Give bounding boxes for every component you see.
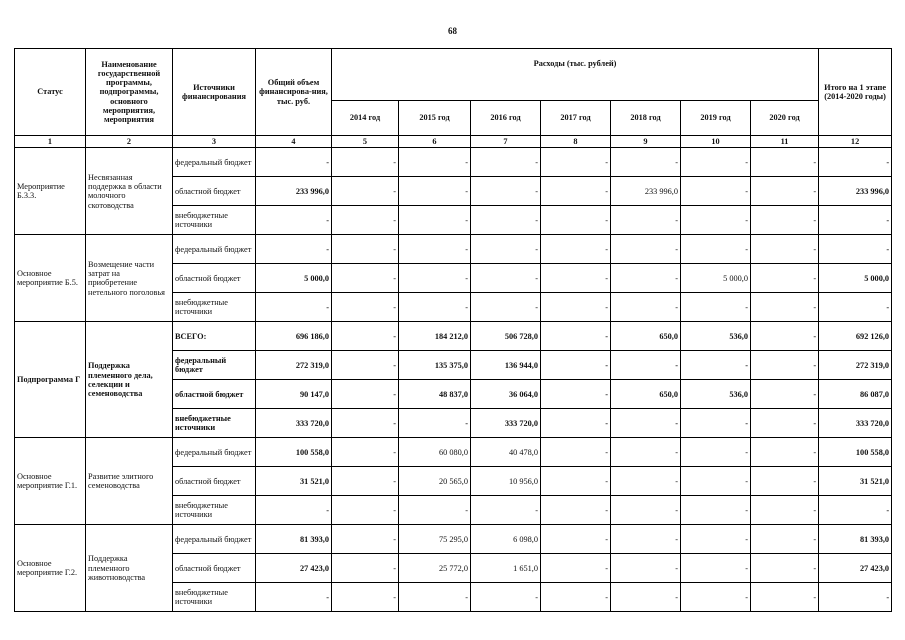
value-cell: 333 720,0 <box>471 409 541 438</box>
header-year: 2014 год <box>332 101 399 136</box>
header-year: 2018 год <box>611 101 681 136</box>
value-cell: 233 996,0 <box>256 177 332 206</box>
value-cell: 5 000,0 <box>819 264 892 293</box>
column-number: 7 <box>471 136 541 148</box>
row-status: Основное мероприятие Б.5. <box>15 235 86 322</box>
value-cell: - <box>541 351 611 380</box>
value-cell: - <box>332 206 399 235</box>
table-body <box>15 148 892 612</box>
value-cell: - <box>751 351 819 380</box>
value-cell: - <box>332 235 399 264</box>
value-cell: - <box>751 380 819 409</box>
value-cell: - <box>399 177 471 206</box>
table-row <box>15 438 892 467</box>
funding-source: внебюджетные источники <box>173 293 256 322</box>
value-cell: - <box>751 322 819 351</box>
value-cell: - <box>471 148 541 177</box>
value-cell: - <box>751 554 819 583</box>
value-cell: - <box>819 235 892 264</box>
column-number: 11 <box>751 136 819 148</box>
row-status: Основное мероприятие Г.2. <box>15 525 86 612</box>
value-cell: 333 720,0 <box>819 409 892 438</box>
value-cell: - <box>332 496 399 525</box>
funding-source: федеральный бюджет <box>173 525 256 554</box>
header-year: 2020 год <box>751 101 819 136</box>
value-cell: - <box>332 409 399 438</box>
value-cell: - <box>541 380 611 409</box>
value-cell: - <box>681 525 751 554</box>
value-cell: - <box>681 438 751 467</box>
value-cell: 100 558,0 <box>819 438 892 467</box>
value-cell: - <box>751 467 819 496</box>
value-cell: - <box>819 148 892 177</box>
row-name: Несвязанная поддержка в области молочного скотоводства <box>86 148 173 235</box>
value-cell: 272 319,0 <box>819 351 892 380</box>
value-cell: - <box>332 525 399 554</box>
table-row <box>15 235 892 264</box>
value-cell: - <box>332 438 399 467</box>
value-cell: 5 000,0 <box>256 264 332 293</box>
value-cell: - <box>541 235 611 264</box>
column-number: 3 <box>173 136 256 148</box>
value-cell: 81 393,0 <box>256 525 332 554</box>
funding-source: федеральный бюджет <box>173 351 256 380</box>
value-cell: - <box>541 554 611 583</box>
value-cell: 135 375,0 <box>399 351 471 380</box>
value-cell: - <box>399 583 471 612</box>
funding-source: областной бюджет <box>173 177 256 206</box>
value-cell: - <box>399 264 471 293</box>
value-cell: - <box>332 351 399 380</box>
header-row <box>15 49 892 101</box>
value-cell: - <box>681 409 751 438</box>
value-cell: - <box>471 206 541 235</box>
value-cell: - <box>751 148 819 177</box>
header-name: Наименование государственной программы, подпрограммы, основного мероприятия, мероприятия <box>86 49 173 136</box>
header-year: 2015 год <box>399 101 471 136</box>
value-cell: 31 521,0 <box>819 467 892 496</box>
value-cell: - <box>541 438 611 467</box>
value-cell: - <box>541 525 611 554</box>
value-cell: - <box>332 293 399 322</box>
value-cell: - <box>399 293 471 322</box>
value-cell: - <box>611 467 681 496</box>
value-cell: - <box>471 235 541 264</box>
value-cell: - <box>819 496 892 525</box>
value-cell: 27 423,0 <box>256 554 332 583</box>
value-cell: - <box>256 496 332 525</box>
value-cell: - <box>681 554 751 583</box>
value-cell: 506 728,0 <box>471 322 541 351</box>
value-cell: - <box>399 235 471 264</box>
value-cell: - <box>399 148 471 177</box>
value-cell: - <box>471 583 541 612</box>
row-status: Мероприятие Б.3.3. <box>15 148 86 235</box>
value-cell: 27 423,0 <box>819 554 892 583</box>
header-year: 2017 год <box>541 101 611 136</box>
funding-source: областной бюджет <box>173 264 256 293</box>
column-number: 5 <box>332 136 399 148</box>
value-cell: - <box>332 264 399 293</box>
value-cell: - <box>751 583 819 612</box>
value-cell: - <box>471 177 541 206</box>
value-cell: - <box>819 583 892 612</box>
value-cell: 233 996,0 <box>611 177 681 206</box>
value-cell: - <box>541 293 611 322</box>
value-cell: - <box>751 235 819 264</box>
value-cell: - <box>541 264 611 293</box>
value-cell: 650,0 <box>611 380 681 409</box>
funding-source: внебюджетные источники <box>173 409 256 438</box>
value-cell: 25 772,0 <box>399 554 471 583</box>
value-cell: - <box>471 496 541 525</box>
value-cell: 692 126,0 <box>819 322 892 351</box>
value-cell: - <box>256 148 332 177</box>
value-cell: - <box>751 206 819 235</box>
value-cell: - <box>471 264 541 293</box>
funding-source: федеральный бюджет <box>173 235 256 264</box>
value-cell: - <box>332 380 399 409</box>
column-number: 1 <box>15 136 86 148</box>
value-cell: - <box>681 235 751 264</box>
value-cell: - <box>611 206 681 235</box>
value-cell: 40 478,0 <box>471 438 541 467</box>
value-cell: - <box>471 293 541 322</box>
header-source: Источники финансирования <box>173 49 256 136</box>
value-cell: - <box>611 496 681 525</box>
value-cell: - <box>751 438 819 467</box>
column-number: 8 <box>541 136 611 148</box>
value-cell: - <box>681 583 751 612</box>
value-cell: - <box>611 525 681 554</box>
value-cell: 184 212,0 <box>399 322 471 351</box>
column-number: 10 <box>681 136 751 148</box>
value-cell: - <box>751 525 819 554</box>
value-cell: - <box>681 351 751 380</box>
value-cell: 5 000,0 <box>681 264 751 293</box>
value-cell: 31 521,0 <box>256 467 332 496</box>
row-name: Развитие элитного семеноводства <box>86 438 173 525</box>
value-cell: 81 393,0 <box>819 525 892 554</box>
value-cell: - <box>681 206 751 235</box>
value-cell: - <box>256 293 332 322</box>
funding-source: федеральный бюджет <box>173 438 256 467</box>
value-cell: - <box>611 148 681 177</box>
row-name: Возмещение части затрат на приобретение нетельного поголовья <box>86 235 173 322</box>
value-cell: - <box>332 322 399 351</box>
value-cell: - <box>751 409 819 438</box>
column-number: 6 <box>399 136 471 148</box>
value-cell: 60 080,0 <box>399 438 471 467</box>
value-cell: 100 558,0 <box>256 438 332 467</box>
row-status: Подпрограмма Г <box>15 322 86 438</box>
value-cell: 136 944,0 <box>471 351 541 380</box>
value-cell: - <box>611 583 681 612</box>
funding-source: внебюджетные источники <box>173 206 256 235</box>
funding-source: федеральный бюджет <box>173 148 256 177</box>
column-number-row <box>15 136 892 148</box>
header-status: Статус <box>15 49 86 136</box>
value-cell: - <box>332 177 399 206</box>
row-name: Поддержка племенного дела, селекции и семеноводства <box>86 322 173 438</box>
funding-source: областной бюджет <box>173 467 256 496</box>
header-total-stage: Итого на 1 этапе (2014-2020 годы) <box>819 49 892 136</box>
value-cell: 233 996,0 <box>819 177 892 206</box>
value-cell: 696 186,0 <box>256 322 332 351</box>
value-cell: 75 295,0 <box>399 525 471 554</box>
value-cell: - <box>611 438 681 467</box>
value-cell: - <box>332 554 399 583</box>
page-number: 68 <box>448 26 457 36</box>
value-cell: - <box>611 235 681 264</box>
value-cell: - <box>332 583 399 612</box>
value-cell: 86 087,0 <box>819 380 892 409</box>
budget-table <box>14 48 892 612</box>
value-cell: 20 565,0 <box>399 467 471 496</box>
value-cell: 650,0 <box>611 322 681 351</box>
value-cell: - <box>541 409 611 438</box>
header-expenses: Расходы (тыс. рублей) <box>332 49 819 101</box>
value-cell: 48 837,0 <box>399 380 471 409</box>
value-cell: - <box>819 206 892 235</box>
value-cell: - <box>399 496 471 525</box>
header-total-volume: Общий объем финансирова-ния, тыс. руб. <box>256 49 332 136</box>
row-name: Поддержка племенного животноводства <box>86 525 173 612</box>
value-cell: - <box>399 206 471 235</box>
value-cell: - <box>681 177 751 206</box>
funding-source: ВСЕГО: <box>173 322 256 351</box>
value-cell: - <box>541 583 611 612</box>
value-cell: - <box>611 264 681 293</box>
value-cell: - <box>681 148 751 177</box>
value-cell: - <box>541 322 611 351</box>
value-cell: 6 098,0 <box>471 525 541 554</box>
value-cell: - <box>541 177 611 206</box>
column-number: 9 <box>611 136 681 148</box>
value-cell: - <box>751 264 819 293</box>
table-row <box>15 148 892 177</box>
value-cell: - <box>819 293 892 322</box>
value-cell: - <box>751 496 819 525</box>
value-cell: - <box>611 351 681 380</box>
value-cell: - <box>541 467 611 496</box>
header-year: 2016 год <box>471 101 541 136</box>
value-cell: 1 651,0 <box>471 554 541 583</box>
value-cell: - <box>681 467 751 496</box>
funding-source: внебюджетные источники <box>173 496 256 525</box>
funding-source: областной бюджет <box>173 380 256 409</box>
value-cell: - <box>541 496 611 525</box>
column-number: 12 <box>819 136 892 148</box>
value-cell: 536,0 <box>681 380 751 409</box>
value-cell: 90 147,0 <box>256 380 332 409</box>
value-cell: - <box>541 148 611 177</box>
header-year: 2019 год <box>681 101 751 136</box>
funding-source: областной бюджет <box>173 554 256 583</box>
table-row <box>15 525 892 554</box>
value-cell: 272 319,0 <box>256 351 332 380</box>
value-cell: - <box>611 554 681 583</box>
value-cell: 333 720,0 <box>256 409 332 438</box>
value-cell: - <box>256 235 332 264</box>
value-cell: - <box>332 148 399 177</box>
value-cell: - <box>751 293 819 322</box>
column-number: 4 <box>256 136 332 148</box>
row-status: Основное мероприятие Г.1. <box>15 438 86 525</box>
value-cell: - <box>332 467 399 496</box>
funding-source: внебюджетные источники <box>173 583 256 612</box>
value-cell: - <box>751 177 819 206</box>
value-cell: 536,0 <box>681 322 751 351</box>
value-cell: - <box>399 409 471 438</box>
value-cell: - <box>256 583 332 612</box>
value-cell: 10 956,0 <box>471 467 541 496</box>
table-row <box>15 322 892 351</box>
value-cell: - <box>611 409 681 438</box>
value-cell: 36 064,0 <box>471 380 541 409</box>
value-cell: - <box>681 293 751 322</box>
value-cell: - <box>681 496 751 525</box>
value-cell: - <box>541 206 611 235</box>
value-cell: - <box>256 206 332 235</box>
value-cell: - <box>611 293 681 322</box>
column-number: 2 <box>86 136 173 148</box>
